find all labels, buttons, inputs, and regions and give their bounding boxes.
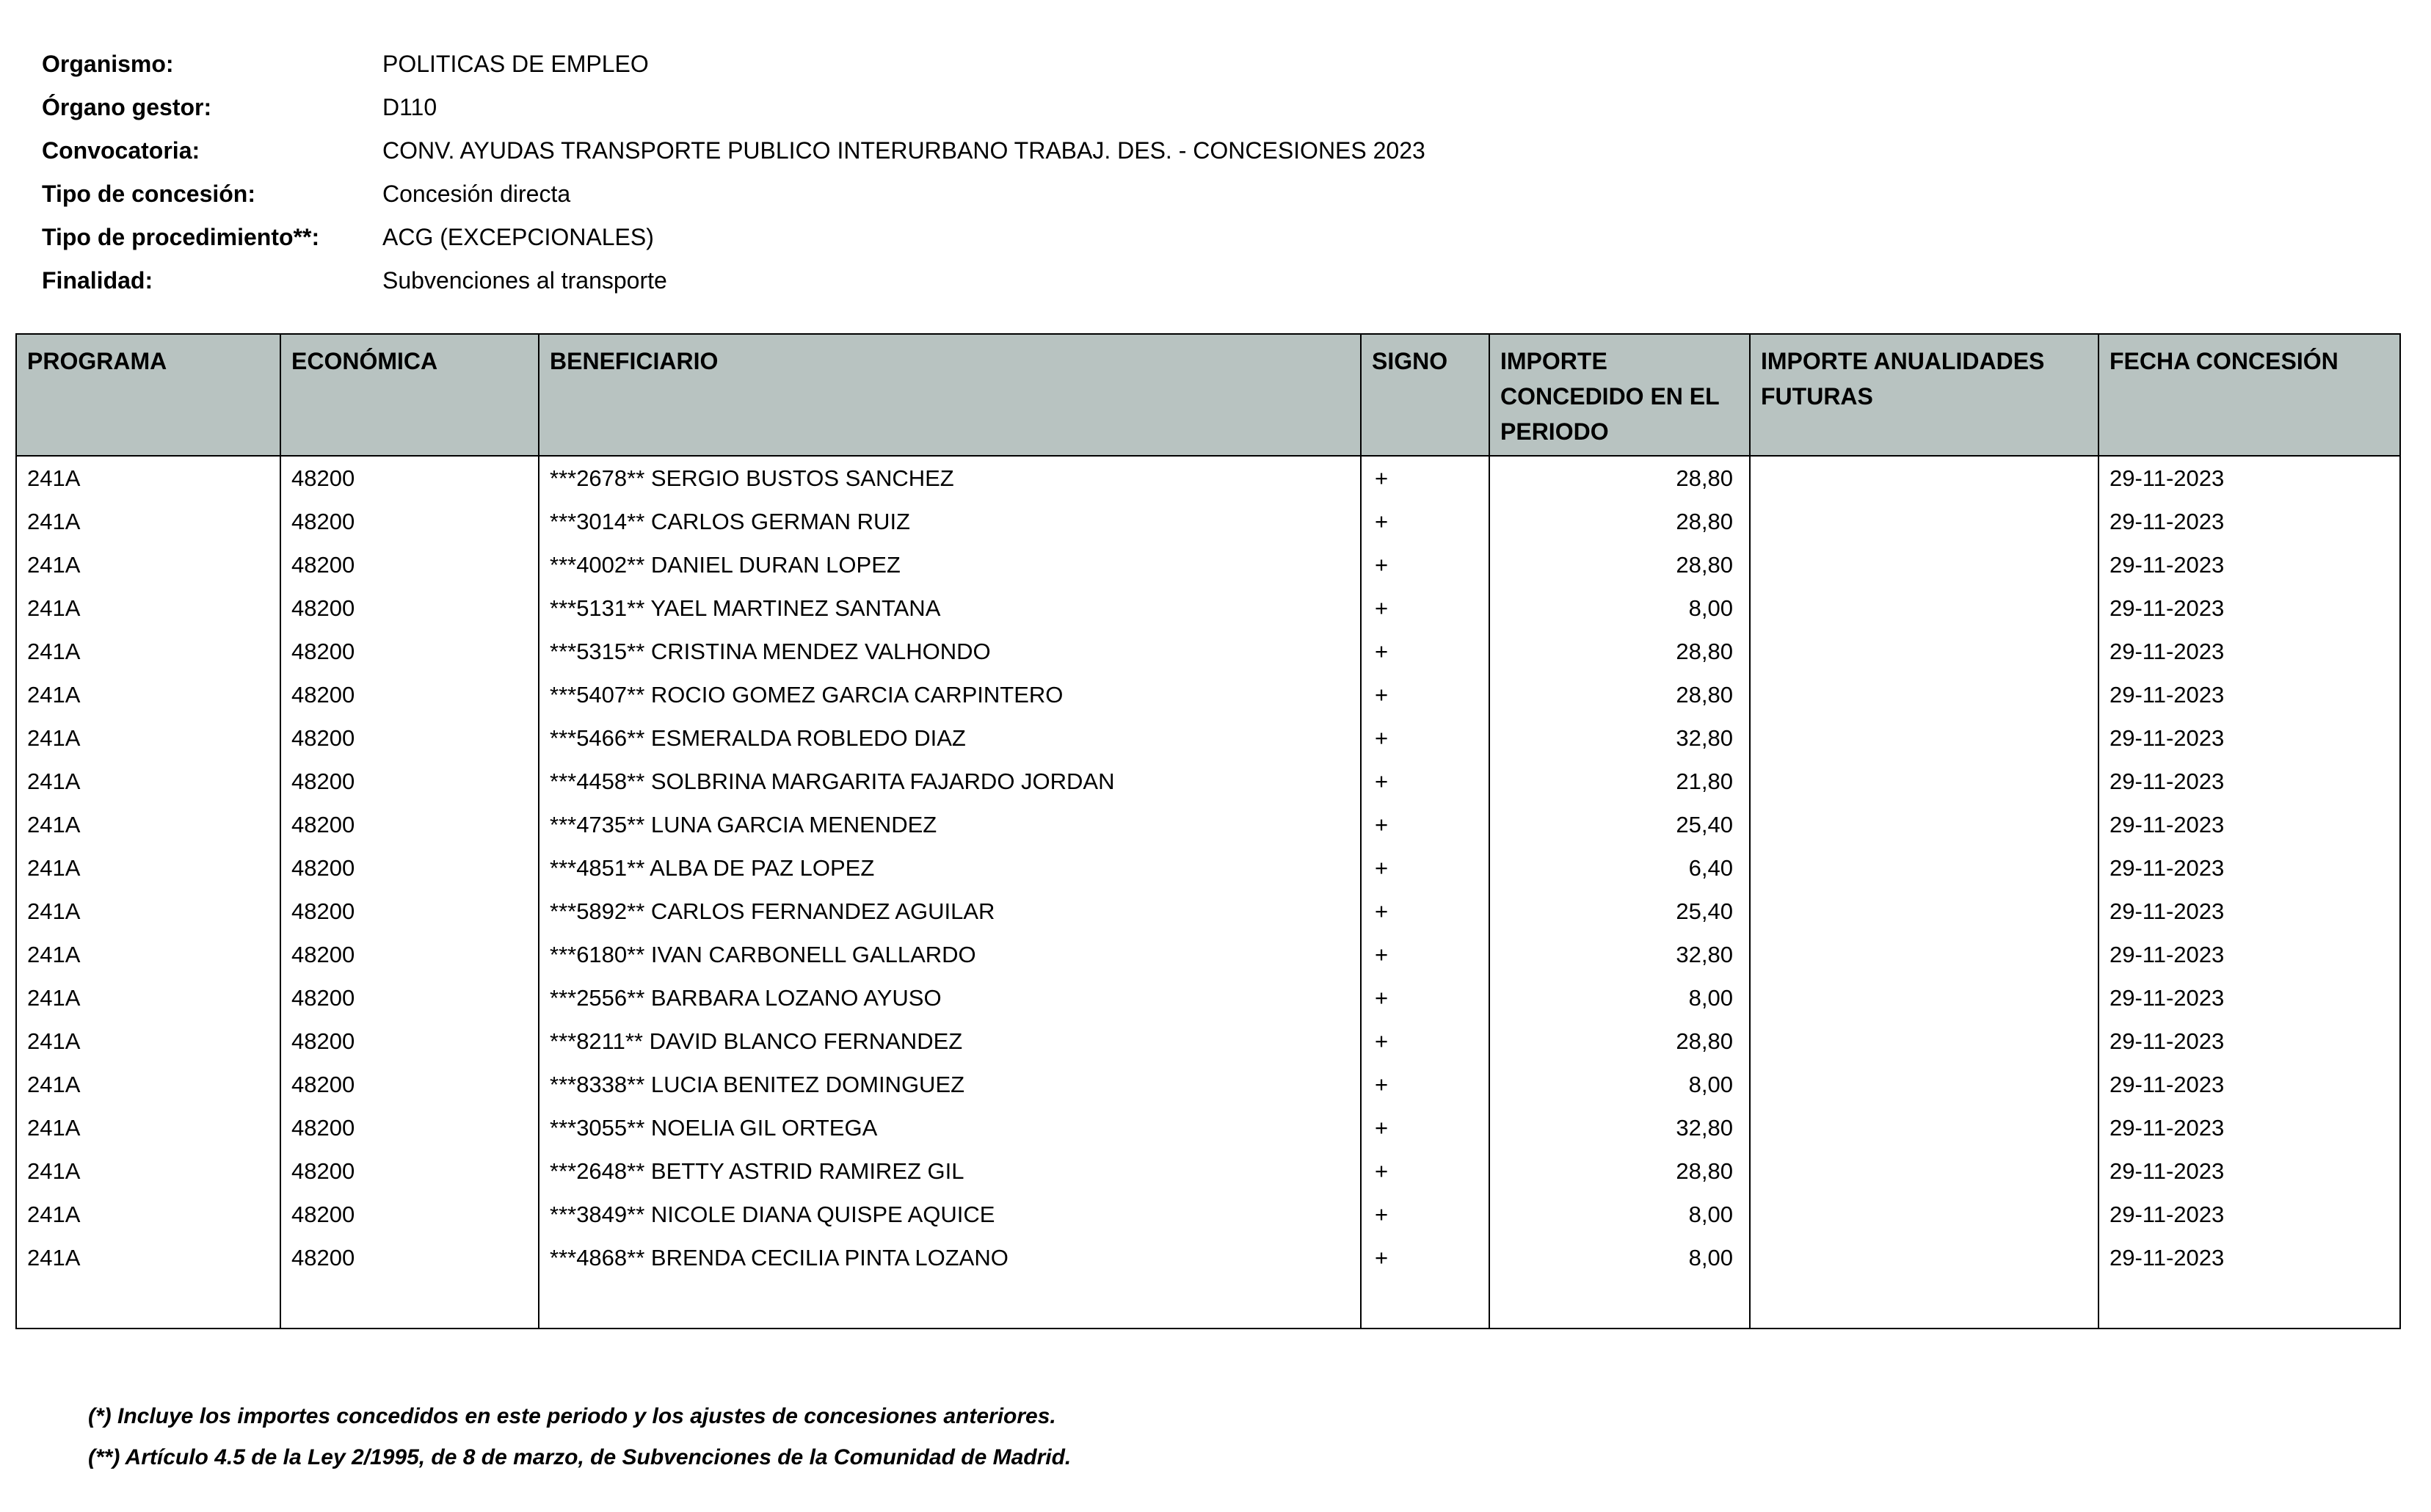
table-cell: + (1361, 1193, 1489, 1236)
footnote-articulo: (**) Artículo 4.5 de la Ley 2/1995, de 8 de marzo, de Subvenciones de la Comunidad de Madrid. (88, 1445, 1072, 1469)
table-cell: ***4868** BRENDA CECILIA PINTA LOZANO (539, 1236, 1361, 1279)
column-header-programa: PROGRAMA (16, 334, 280, 456)
table-cell: 29-11-2023 (2098, 803, 2400, 846)
table-cell (1750, 1236, 2098, 1279)
table-cell: 241A (16, 846, 280, 890)
table-cell: ***5892** CARLOS FERNANDEZ AGUILAR (539, 890, 1361, 933)
table-cell: 29-11-2023 (2098, 543, 2400, 586)
table-cell: + (1361, 716, 1489, 760)
table-row (16, 1106, 2400, 1149)
footnotes (88, 1396, 1071, 1478)
table-cell: 241A (16, 803, 280, 846)
table-cell: 29-11-2023 (2098, 760, 2400, 803)
table-cell-empty (1750, 1279, 2098, 1329)
table-cell: 241A (16, 890, 280, 933)
table-cell: 8,00 (1489, 976, 1750, 1019)
table-cell: 241A (16, 1019, 280, 1063)
table-cell-empty (1489, 1279, 1750, 1329)
table-cell-empty (280, 1279, 539, 1329)
table-cell: 48200 (280, 1193, 539, 1236)
table-cell: 29-11-2023 (2098, 1149, 2400, 1193)
table-cell: + (1361, 760, 1489, 803)
table-cell: 8,00 (1489, 1193, 1750, 1236)
table-cell: + (1361, 586, 1489, 630)
table-row (16, 673, 2400, 716)
table-body (16, 456, 2400, 1329)
table-cell: ***6180** IVAN CARBONELL GALLARDO (539, 933, 1361, 976)
table-cell: 29-11-2023 (2098, 1019, 2400, 1063)
table-header-row (16, 334, 2400, 456)
table-cell: 48200 (280, 890, 539, 933)
table-cell: 48200 (280, 500, 539, 543)
table-cell: ***5131** YAEL MARTINEZ SANTANA (539, 586, 1361, 630)
table-cell: 28,80 (1489, 500, 1750, 543)
table-cell-empty (16, 1279, 280, 1329)
table-cell: ***4002** DANIEL DURAN LOPEZ (539, 543, 1361, 586)
table-cell: + (1361, 673, 1489, 716)
table-row (16, 456, 2400, 500)
table-cell: 241A (16, 543, 280, 586)
table-cell (1750, 890, 2098, 933)
table-cell: + (1361, 803, 1489, 846)
meta-value: ACG (EXCEPCIONALES) (382, 224, 654, 250)
table-cell (1750, 543, 2098, 586)
table-cell-empty (539, 1279, 1361, 1329)
table-cell: ***8211** DAVID BLANCO FERNANDEZ (539, 1019, 1361, 1063)
table-cell: + (1361, 1236, 1489, 1279)
table-cell: + (1361, 543, 1489, 586)
table-cell: 29-11-2023 (2098, 673, 2400, 716)
table-cell: ***2648** BETTY ASTRID RAMIREZ GIL (539, 1149, 1361, 1193)
table-cell: 241A (16, 500, 280, 543)
table-cell (1750, 933, 2098, 976)
table-cell: 8,00 (1489, 1236, 1750, 1279)
table-cell (1750, 1063, 2098, 1106)
table-cell (1750, 586, 2098, 630)
table-row (16, 716, 2400, 760)
table-cell: 48200 (280, 456, 539, 500)
table-cell: 29-11-2023 (2098, 846, 2400, 890)
table-cell: ***5466** ESMERALDA ROBLEDO DIAZ (539, 716, 1361, 760)
meta-row-tipo-procedimiento (42, 216, 1425, 259)
table-cell: + (1361, 1019, 1489, 1063)
table-cell (1750, 630, 2098, 673)
column-header-beneficiario: BENEFICIARIO (539, 334, 1361, 456)
table-row (16, 890, 2400, 933)
table-cell (1750, 673, 2098, 716)
table-cell: 29-11-2023 (2098, 890, 2400, 933)
table-cell: 29-11-2023 (2098, 976, 2400, 1019)
table-cell: 28,80 (1489, 1019, 1750, 1063)
table-row (16, 1019, 2400, 1063)
table-row (16, 586, 2400, 630)
meta-value: D110 (382, 94, 437, 120)
table-row (16, 933, 2400, 976)
table-cell (1750, 803, 2098, 846)
table-cell: 48200 (280, 803, 539, 846)
table-cell: 48200 (280, 543, 539, 586)
table-cell: 48200 (280, 976, 539, 1019)
table-cell: + (1361, 976, 1489, 1019)
table-row (16, 846, 2400, 890)
table-cell: ***4735** LUNA GARCIA MENENDEZ (539, 803, 1361, 846)
column-header-signo: SIGNO (1361, 334, 1489, 456)
column-header-importe-anualidades: IMPORTE ANUALIDADES FUTURAS (1750, 334, 2098, 456)
table-row (16, 1063, 2400, 1106)
table-cell: 241A (16, 976, 280, 1019)
table-cell: ***3849** NICOLE DIANA QUISPE AQUICE (539, 1193, 1361, 1236)
table-cell (1750, 500, 2098, 543)
table-cell: ***2678** SERGIO BUSTOS SANCHEZ (539, 456, 1361, 500)
table-cell: 48200 (280, 1019, 539, 1063)
table-cell: + (1361, 630, 1489, 673)
table-cell (1750, 1106, 2098, 1149)
table-cell: 241A (16, 933, 280, 976)
table-cell: + (1361, 933, 1489, 976)
meta-label: Tipo de concesión: (42, 181, 255, 207)
table-row (16, 760, 2400, 803)
meta-value: Subvenciones al transporte (382, 267, 667, 294)
table-cell: 241A (16, 1106, 280, 1149)
table-cell: 241A (16, 1236, 280, 1279)
column-header-fecha-concesion: FECHA CONCESIÓN (2098, 334, 2400, 456)
meta-row-convocatoria (42, 129, 1425, 172)
table-cell: 48200 (280, 630, 539, 673)
table-cell: 48200 (280, 760, 539, 803)
table-cell: ***5407** ROCIO GOMEZ GARCIA CARPINTERO (539, 673, 1361, 716)
table-row (16, 1236, 2400, 1279)
table-cell: 29-11-2023 (2098, 716, 2400, 760)
meta-value: POLITICAS DE EMPLEO (382, 51, 649, 77)
table-cell: + (1361, 500, 1489, 543)
table-cell: 29-11-2023 (2098, 500, 2400, 543)
table-cell: 48200 (280, 1149, 539, 1193)
table-cell: ***4458** SOLBRINA MARGARITA FAJARDO JORDAN (539, 760, 1361, 803)
table-cell: 32,80 (1489, 716, 1750, 760)
table-cell: + (1361, 890, 1489, 933)
column-header-economica: ECONÓMICA (280, 334, 539, 456)
table-cell: ***5315** CRISTINA MENDEZ VALHONDO (539, 630, 1361, 673)
table-cell: 29-11-2023 (2098, 933, 2400, 976)
footnote-periodo: (*) Incluye los importes concedidos en este periodo y los ajustes de concesiones anteriores. (88, 1404, 1056, 1428)
table-cell: 48200 (280, 933, 539, 976)
table-row (16, 630, 2400, 673)
table-cell: ***3055** NOELIA GIL ORTEGA (539, 1106, 1361, 1149)
table-row (16, 543, 2400, 586)
meta-row-organismo (42, 43, 1425, 86)
table-cell: ***2556** BARBARA LOZANO AYUSO (539, 976, 1361, 1019)
table-cell: 48200 (280, 846, 539, 890)
table-cell: 21,80 (1489, 760, 1750, 803)
table-cell: 241A (16, 456, 280, 500)
meta-label: Convocatoria: (42, 137, 200, 164)
table-cell-empty (2098, 1279, 2400, 1329)
column-header-importe-periodo: IMPORTE CONCEDIDO EN EL PERIODO (1489, 334, 1750, 456)
table-cell: + (1361, 846, 1489, 890)
table-cell: 28,80 (1489, 630, 1750, 673)
meta-label: Organismo: (42, 51, 174, 77)
table-cell (1750, 1019, 2098, 1063)
table-cell: 29-11-2023 (2098, 1063, 2400, 1106)
table-row (16, 1149, 2400, 1193)
table-cell: 29-11-2023 (2098, 630, 2400, 673)
table-cell (1750, 716, 2098, 760)
table-cell: 241A (16, 1193, 280, 1236)
table-cell: ***4851** ALBA DE PAZ LOPEZ (539, 846, 1361, 890)
document-meta (42, 43, 1425, 302)
table-cell: 48200 (280, 673, 539, 716)
table-cell: 241A (16, 1063, 280, 1106)
meta-row-tipo-concesion (42, 172, 1425, 216)
table-cell: + (1361, 1063, 1489, 1106)
meta-label: Tipo de procedimiento**: (42, 224, 320, 250)
table-cell: 48200 (280, 1106, 539, 1149)
table-cell: 241A (16, 1149, 280, 1193)
table-cell: 241A (16, 760, 280, 803)
table-cell (1750, 1193, 2098, 1236)
table-cell (1750, 760, 2098, 803)
table-cell: 25,40 (1489, 890, 1750, 933)
table-cell: 241A (16, 716, 280, 760)
meta-row-organo-gestor (42, 86, 1425, 129)
table-cell: ***3014** CARLOS GERMAN RUIZ (539, 500, 1361, 543)
table-cell: 241A (16, 630, 280, 673)
table-cell (1750, 456, 2098, 500)
table-cell: 28,80 (1489, 1149, 1750, 1193)
table-row (16, 1193, 2400, 1236)
meta-label: Finalidad: (42, 267, 153, 294)
table-row (16, 803, 2400, 846)
table-cell (1750, 976, 2098, 1019)
table-cell: 241A (16, 586, 280, 630)
meta-value: CONV. AYUDAS TRANSPORTE PUBLICO INTERURBANO TRABAJ. DES. - CONCESIONES 2023 (382, 137, 1425, 164)
table-cell: 8,00 (1489, 586, 1750, 630)
table-cell-empty (1361, 1279, 1489, 1329)
table-cell: 29-11-2023 (2098, 456, 2400, 500)
table-row (16, 976, 2400, 1019)
concessions-table (15, 333, 2401, 1329)
meta-row-finalidad (42, 259, 1425, 302)
table-cell: 28,80 (1489, 543, 1750, 586)
table-cell: 241A (16, 673, 280, 716)
table-cell: 32,80 (1489, 933, 1750, 976)
table-cell: 29-11-2023 (2098, 1236, 2400, 1279)
table-cell (1750, 846, 2098, 890)
table-cell: 48200 (280, 1236, 539, 1279)
table-cell: 6,40 (1489, 846, 1750, 890)
table-cell: 32,80 (1489, 1106, 1750, 1149)
table-cell: 48200 (280, 586, 539, 630)
table-cell: 25,40 (1489, 803, 1750, 846)
table-spacer-row (16, 1279, 2400, 1329)
table-cell: + (1361, 1106, 1489, 1149)
table-cell: + (1361, 1149, 1489, 1193)
meta-label: Órgano gestor: (42, 94, 212, 120)
table-row (16, 500, 2400, 543)
table-cell: + (1361, 456, 1489, 500)
table-cell: 28,80 (1489, 673, 1750, 716)
table-cell: 29-11-2023 (2098, 1193, 2400, 1236)
table-cell: 29-11-2023 (2098, 586, 2400, 630)
table-cell: 48200 (280, 716, 539, 760)
table-cell: ***8338** LUCIA BENITEZ DOMINGUEZ (539, 1063, 1361, 1106)
table-cell: 48200 (280, 1063, 539, 1106)
table-cell: 8,00 (1489, 1063, 1750, 1106)
meta-value: Concesión directa (382, 181, 571, 207)
table-cell: 28,80 (1489, 456, 1750, 500)
table-cell: 29-11-2023 (2098, 1106, 2400, 1149)
table-cell (1750, 1149, 2098, 1193)
